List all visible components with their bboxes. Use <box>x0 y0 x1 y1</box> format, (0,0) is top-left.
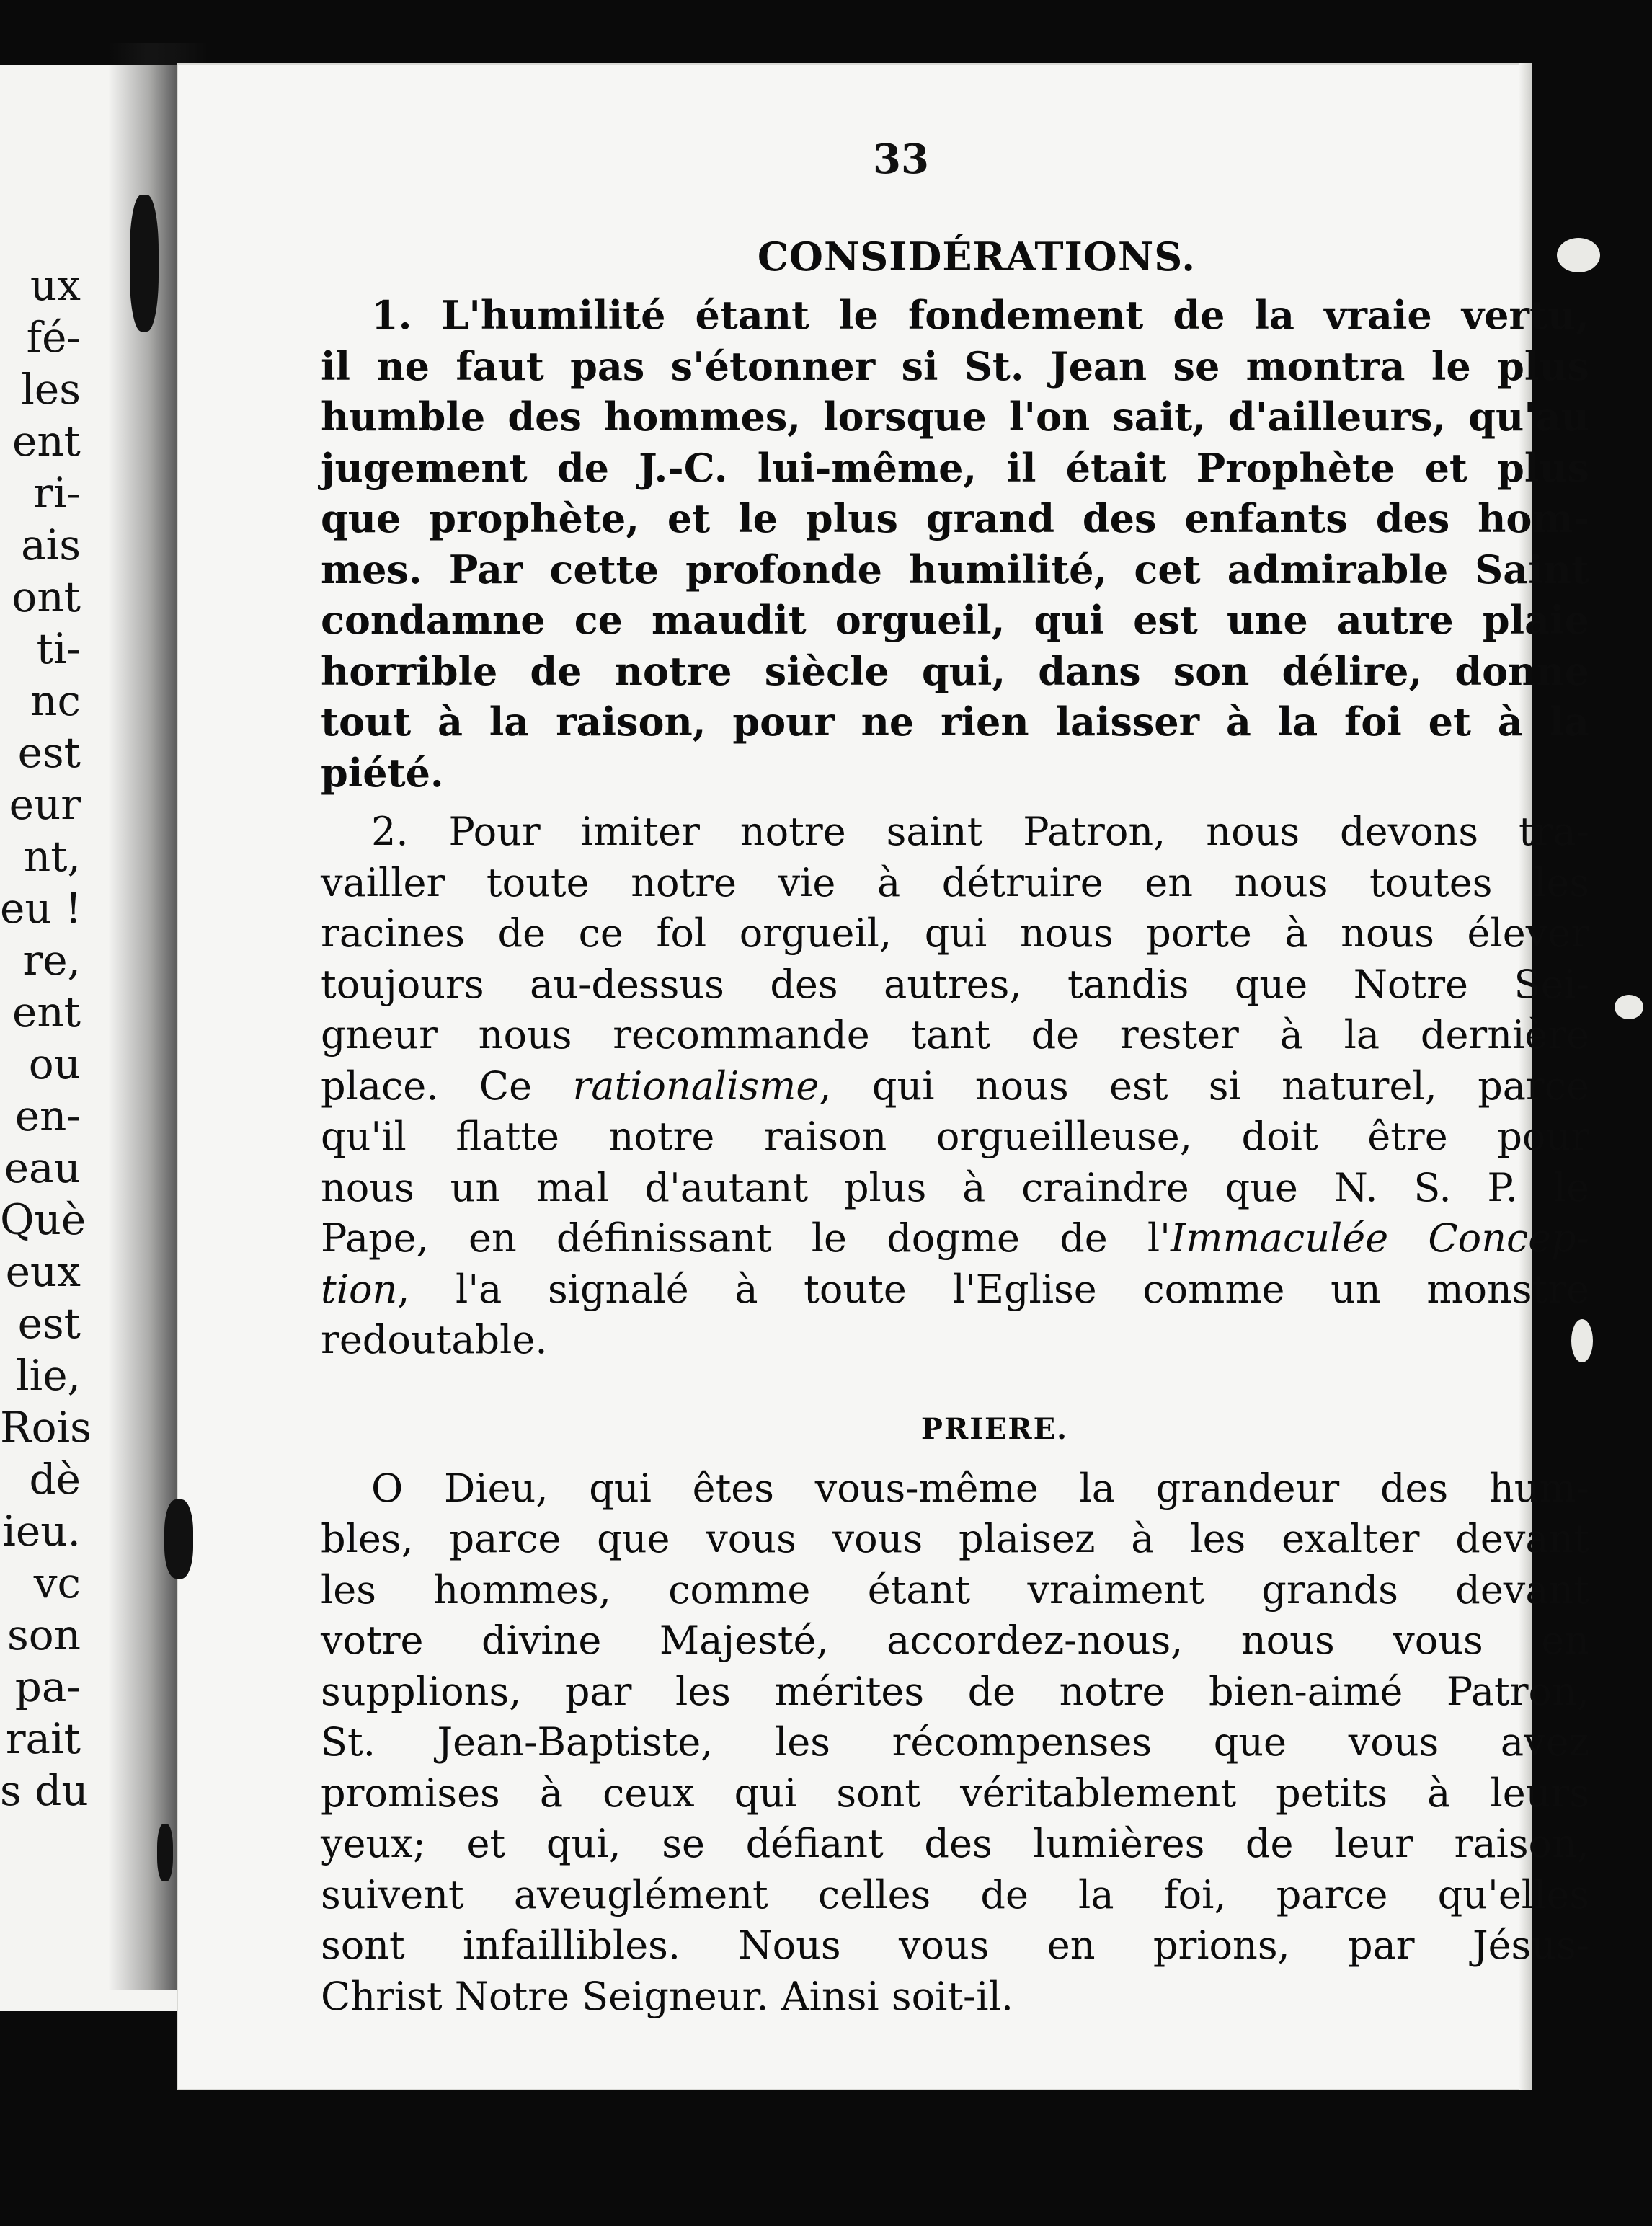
left-page-fragment: en- <box>14 1091 81 1140</box>
left-page-fragment: eur <box>9 780 81 829</box>
text-line: condamne ce maudit orgueil, qui est une autre plaie <box>321 597 1589 643</box>
text-line-with-italic: place. Ce rationalisme, qui nous est si naturel, parce <box>321 1063 1589 1109</box>
text-line: il ne faut pas s'étonner si St. Jean se montra le plus <box>321 342 1589 389</box>
left-page-fragment: ux <box>30 261 81 310</box>
left-page-fragment: lie, <box>16 1351 81 1400</box>
left-page-fragment: fé- <box>26 313 81 362</box>
text-line: qu'il flatte notre raison orgueilleuse, doit être pour <box>321 1114 1589 1159</box>
left-page-fragment: son <box>6 1610 81 1659</box>
text-line: promises à ceux qui sont véritablement petits à leurs <box>321 1770 1589 1816</box>
text-line: supplions, par les mérites de notre bien-aimé Patron, <box>321 1668 1589 1714</box>
ink-blot <box>130 195 159 332</box>
left-page-fragment: eux <box>5 1247 81 1296</box>
text-line: O Dieu, qui êtes vous-même la grandeur des hum- <box>371 1465 1589 1511</box>
considerations-heading: CONSIDÉRATIONS. <box>757 234 1196 280</box>
text-line: que prophète, et le plus grand des enfants des hom- <box>321 495 1589 541</box>
left-page-fragment: ri- <box>33 469 81 518</box>
left-page-fragment: les <box>21 365 81 414</box>
text-line: humble des hommes, lorsque l'on sait, d'ailleurs, qu'au <box>321 394 1589 440</box>
left-page-fragment: ieu. <box>2 1507 81 1556</box>
left-page-fragment: est <box>17 728 81 777</box>
text-line: yeux; et qui, se défiant des lumières de leur raison, <box>321 1821 1589 1866</box>
ink-blot <box>164 1499 193 1579</box>
left-page-fragment: nc <box>30 676 81 725</box>
left-page-fragment: ont <box>12 572 81 621</box>
text-line: suivent aveuglément celles de la foi, parce qu'elles <box>321 1871 1589 1917</box>
left-page-fragment: est <box>17 1299 81 1348</box>
left-page-fragment: ou <box>28 1039 81 1088</box>
left-page-fragment: eu ! <box>0 884 82 933</box>
text-line: St. Jean-Baptiste, les récompenses que vous avez <box>321 1719 1589 1765</box>
text-line-with-italic: Pape, en définissant le dogme de l'Immaculée Concep- <box>321 1215 1589 1261</box>
left-page-fragment: vc <box>33 1558 81 1608</box>
scan-speck <box>1615 995 1643 1019</box>
left-page-fragment: dè <box>29 1455 81 1504</box>
left-page-fragment: nt, <box>23 832 81 881</box>
left-page-fragment: s du <box>0 1766 89 1815</box>
text-line: les hommes, comme étant vraiment grands devant <box>321 1566 1589 1613</box>
text-line: 2. Pour imiter notre saint Patron, nous devons tra- <box>371 809 1589 854</box>
text-line: horrible de notre siècle qui, dans son délire, donne <box>321 647 1589 694</box>
text-line: piété. <box>321 749 444 796</box>
considerations-paragraph-2 <box>321 807 1589 1366</box>
text-line: votre divine Majesté, accordez-nous, nous vous en <box>321 1618 1589 1663</box>
left-page-fragment: ent <box>12 988 81 1037</box>
prayer-paragraph <box>321 1463 1589 2023</box>
prayer-heading: PRIERE. <box>920 1411 1069 1446</box>
text-line: tout à la raison, pour ne rien laisser à la foi et à la <box>321 699 1589 745</box>
page-text <box>321 234 1589 2022</box>
text-line: redoutable. <box>321 1317 548 1362</box>
text-line: vailler toute notre vie à détruire en nous toutes les <box>321 859 1589 905</box>
text-line: bles, parce que vous vous plaisez à les exalter devant <box>321 1516 1589 1561</box>
page-number: 33 <box>873 136 929 183</box>
left-page-fragment: ent <box>12 417 81 466</box>
ink-blot <box>157 1824 173 1881</box>
left-page-fragment: ais <box>21 520 81 569</box>
text-line: sont infaillibles. Nous vous en prions, par Jésus- <box>321 1923 1589 1968</box>
text-line: Christ Notre Seigneur. Ainsi soit-il. <box>321 1973 1014 2019</box>
text-line: mes. Par cette profonde humilité, cet admirable Saint <box>321 546 1589 593</box>
considerations-paragraph-1 <box>321 290 1589 798</box>
text-line: nous un mal d'autant plus à craindre que N. S. P. le <box>321 1164 1589 1210</box>
left-page-fragment: Rois <box>0 1403 92 1452</box>
left-page-fragment: re, <box>22 936 81 985</box>
text-line: jugement de J.-C. lui-même, il était Prophète et plus <box>321 444 1589 491</box>
text-line: 1. L'humilité étant le fondement de la vraie vertu, <box>371 292 1589 338</box>
left-page-fragment: eau <box>4 1143 81 1192</box>
text-line: racines de ce fol orgueil, qui nous porte à nous élever <box>321 910 1589 956</box>
text-line: toujours au-dessus des autres, tandis que Notre Sei- <box>321 961 1589 1007</box>
scan-speck <box>1557 238 1600 272</box>
left-page-fragment: ti- <box>36 624 81 673</box>
left-page-fragment: Què <box>0 1195 86 1244</box>
text-line-with-italic: tion, l'a signalé à toute l'Eglise comme un monstre <box>321 1266 1589 1312</box>
left-page-fragment: rait <box>5 1714 81 1763</box>
left-page-fragment: pa- <box>14 1662 81 1711</box>
text-line: gneur nous recommande tant de rester à la dernière <box>321 1012 1589 1057</box>
scan-speck <box>1571 1319 1593 1362</box>
book-page <box>177 63 1589 2090</box>
